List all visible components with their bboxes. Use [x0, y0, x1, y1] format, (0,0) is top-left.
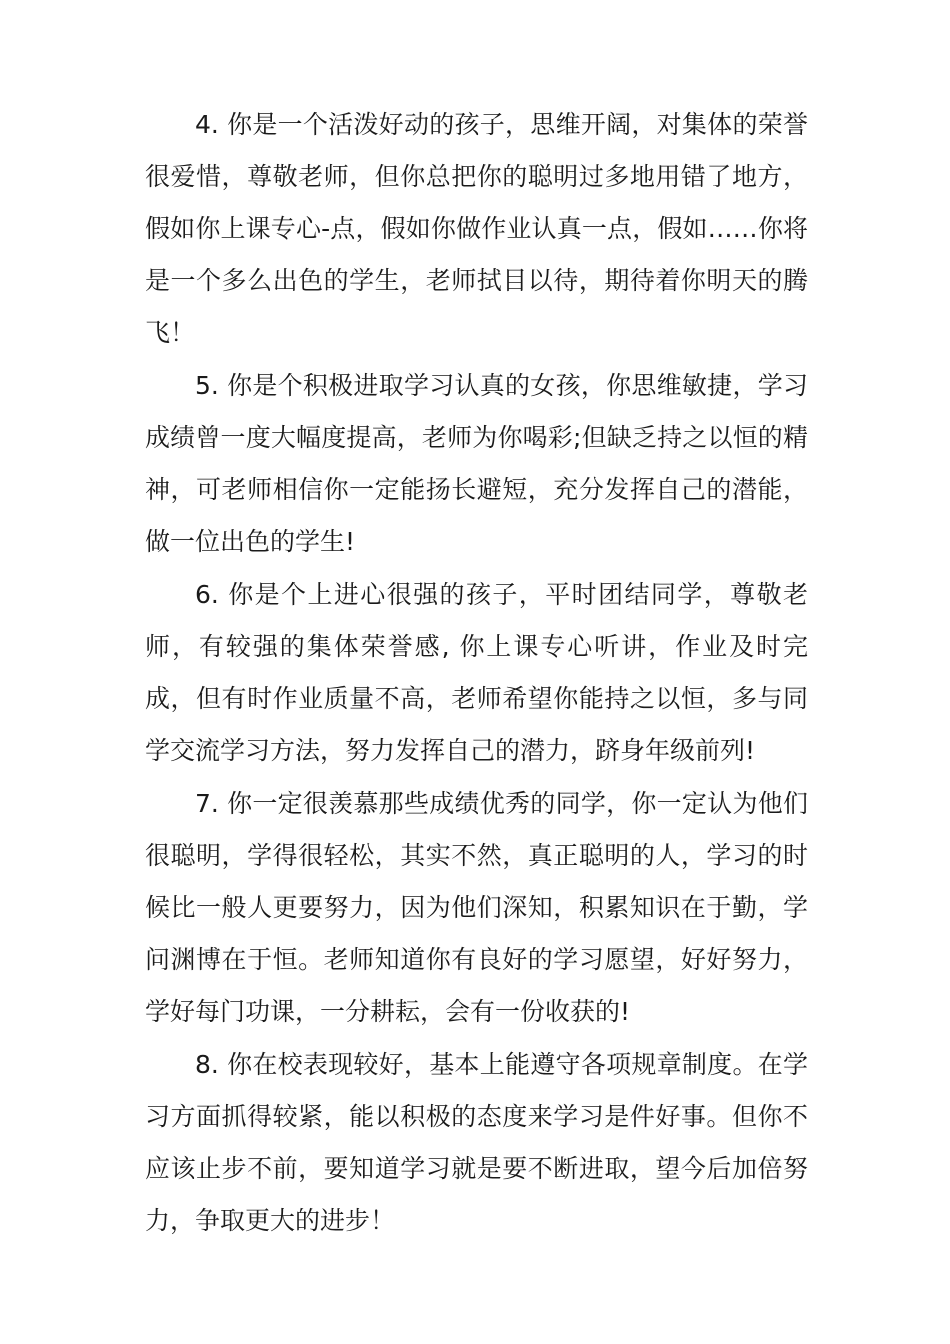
- document-body: [145, 99, 808, 1248]
- paragraph-8: 8. 你在校表现较好，基本上能遵守各项规章制度。在学习方面抓得较紧，能以积极的态度来学习是件好事。但你不应该止步不前，要知道学习就是要不断进取，望今后加倍努力，争取更大的进步！: [145, 1050, 808, 1235]
- paragraph-6: 6. 你是个上进心很强的孩子，平时团结同学，尊敬老师，有较强的集体荣誉感, 你上课专心听讲，作业及时完成，但有时作业质量不高，老师希望你能持之以恒，多与同学交流学习方法，努力发挥自己的潜力，跻身年级前列!: [145, 580, 808, 765]
- paragraph-5: 5. 你是个积极进取学习认真的女孩，你思维敏捷，学习成绩曾一度大幅度提高，老师为你喝彩;但缺乏持之以恒的精神，可老师相信你一定能扬长避短，充分发挥自己的潜能，做一位出色的学生!: [145, 371, 808, 556]
- paragraph-4: 4. 你是一个活泼好动的孩子，思维开阔，对集体的荣誉很爱惜，尊敬老师，但你总把你的聪明过多地用错了地方，假如你上课专心-点，假如你做作业认真一点，假如……你将是一个多么出色的学生，老师拭目以待，期待着你明天的腾飞！: [145, 110, 808, 347]
- paragraph-7: 7. 你一定很羡慕那些成绩优秀的同学，你一定认为他们很聪明，学得很轻松，其实不然，真正聪明的人，学习的时候比一般人更要努力，因为他们深知，积累知识在于勤，学问渊博在于恒。老师知道你有良好的学习愿望，好好努力，学好每门功课，一分耕耘，会有一份收获的!: [145, 789, 808, 1026]
